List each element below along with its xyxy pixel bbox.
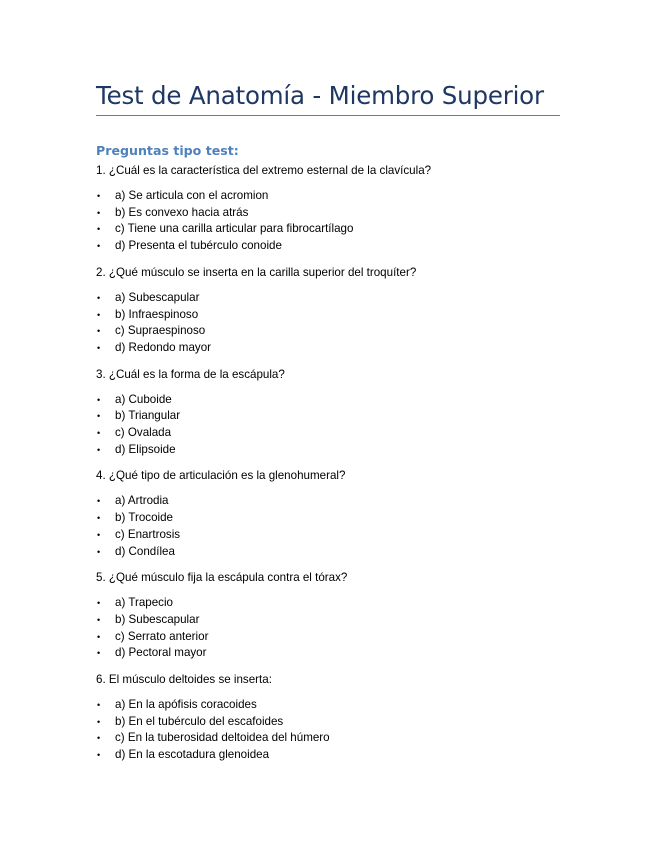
question-block xyxy=(96,671,566,764)
title-underline xyxy=(96,115,560,116)
bullet-icon: • xyxy=(97,292,101,303)
answer-option xyxy=(96,188,566,205)
answer-option-text: a) Se articula con el acromion xyxy=(115,189,269,202)
answer-option-text: b) Infraespinoso xyxy=(115,307,199,321)
bullet-icon: • xyxy=(97,394,101,405)
answer-option-text: c) Tiene una carilla articular para fibrocartílago xyxy=(115,222,354,236)
answer-option xyxy=(96,205,566,222)
bullet-icon: • xyxy=(97,411,101,422)
answer-option xyxy=(96,730,566,747)
answer-option xyxy=(96,392,566,409)
question-block xyxy=(96,569,566,662)
answer-option xyxy=(96,629,566,646)
bullet-icon: • xyxy=(97,631,101,642)
bullet-icon: • xyxy=(97,546,101,557)
answer-option xyxy=(96,290,566,307)
answer-option xyxy=(96,307,566,324)
answer-option xyxy=(96,527,566,544)
answer-option-text: d) En la escotadura glenoidea xyxy=(115,748,270,762)
answer-option xyxy=(96,612,566,629)
bullet-icon: • xyxy=(97,614,101,625)
question-text: 4. ¿Qué tipo de articulación es la glenohumeral? xyxy=(96,469,346,483)
question-text: 3. ¿Cuál es la forma de la escápula? xyxy=(96,367,285,381)
answer-option-text: a) Artrodia xyxy=(115,494,169,508)
answer-option-text: c) En la tuberosidad deltoidea del húmero xyxy=(115,731,330,745)
answer-option xyxy=(96,595,566,612)
bullet-icon: • xyxy=(97,598,101,609)
answer-option-text: c) Serrato anterior xyxy=(115,629,209,643)
answer-option xyxy=(96,340,566,357)
option-list xyxy=(96,493,566,560)
bullet-icon: • xyxy=(97,444,101,455)
question-text: 5. ¿Qué músculo fija la escápula contra el tórax? xyxy=(96,571,348,585)
answer-option xyxy=(96,645,566,662)
answer-option-text: c) Ovalada xyxy=(115,426,172,440)
bullet-icon: • xyxy=(97,191,101,201)
answer-option xyxy=(96,238,566,255)
option-list xyxy=(96,290,566,357)
answer-option-text: d) Condílea xyxy=(115,544,175,558)
answer-option-text: c) Enartrosis xyxy=(115,527,181,541)
section-heading: Preguntas tipo test: xyxy=(96,143,239,158)
answer-option-text: b) En el tubérculo del escafoides xyxy=(115,714,284,728)
bullet-icon: • xyxy=(97,326,101,337)
option-list xyxy=(96,697,566,764)
bullet-icon: • xyxy=(97,342,101,353)
option-list xyxy=(96,595,566,662)
answer-option-text: a) En la apófisis coracoides xyxy=(115,698,257,712)
answer-option-text: b) Trocoide xyxy=(115,511,173,525)
question-block xyxy=(96,467,566,560)
answer-option-text: a) Trapecio xyxy=(115,596,173,610)
bullet-icon: • xyxy=(97,241,101,252)
document-body xyxy=(96,142,566,773)
bullet-icon: • xyxy=(97,496,101,507)
bullet-icon: • xyxy=(97,224,101,235)
option-list xyxy=(96,188,566,255)
answer-option xyxy=(96,408,566,425)
bullet-icon: • xyxy=(97,207,101,218)
answer-option-text: d) Pectoral mayor xyxy=(115,646,207,660)
bullet-icon: • xyxy=(97,733,101,744)
bullet-icon: • xyxy=(97,700,101,711)
bullet-icon: • xyxy=(97,716,101,727)
answer-option xyxy=(96,510,566,527)
bullet-icon: • xyxy=(97,529,101,540)
answer-option xyxy=(96,425,566,442)
answer-option-text: b) Triangular xyxy=(115,409,181,423)
question-text: 1. ¿Cuál es la característica del extremo esternal de la clavícula? xyxy=(96,164,432,177)
bullet-icon: • xyxy=(97,750,101,761)
bullet-icon: • xyxy=(97,648,101,659)
bullet-icon: • xyxy=(97,309,101,320)
question-text: 6. El músculo deltoides se inserta: xyxy=(96,673,272,687)
answer-option-text: d) Presenta el tubérculo conoide xyxy=(115,239,282,253)
answer-option-text: c) Supraespinoso xyxy=(115,324,206,338)
answer-option xyxy=(96,544,566,561)
answer-option-text: d) Redondo mayor xyxy=(115,340,212,354)
bullet-icon: • xyxy=(97,428,101,439)
question-block xyxy=(96,366,566,459)
answer-option xyxy=(96,697,566,714)
bullet-icon: • xyxy=(97,513,101,524)
answer-option xyxy=(96,714,566,731)
answer-option-text: a) Cuboide xyxy=(115,392,172,406)
question-block xyxy=(96,162,566,255)
answer-option-text: d) Elipsoide xyxy=(115,442,176,456)
answer-option-text: b) Es convexo hacia atrás xyxy=(115,205,249,219)
answer-option-text: b) Subescapular xyxy=(115,612,200,626)
answer-option xyxy=(96,493,566,510)
document-title: Test de Anatomía - Miembro Superior xyxy=(96,81,544,110)
answer-option-text: a) Subescapular xyxy=(115,290,200,304)
question-block xyxy=(96,264,566,357)
question-list xyxy=(96,162,566,764)
option-list xyxy=(96,392,566,459)
question-text: 2. ¿Qué músculo se inserta en la carilla superior del troquíter? xyxy=(96,265,417,279)
answer-option xyxy=(96,323,566,340)
answer-option xyxy=(96,442,566,459)
answer-option xyxy=(96,221,566,238)
answer-option xyxy=(96,747,566,764)
